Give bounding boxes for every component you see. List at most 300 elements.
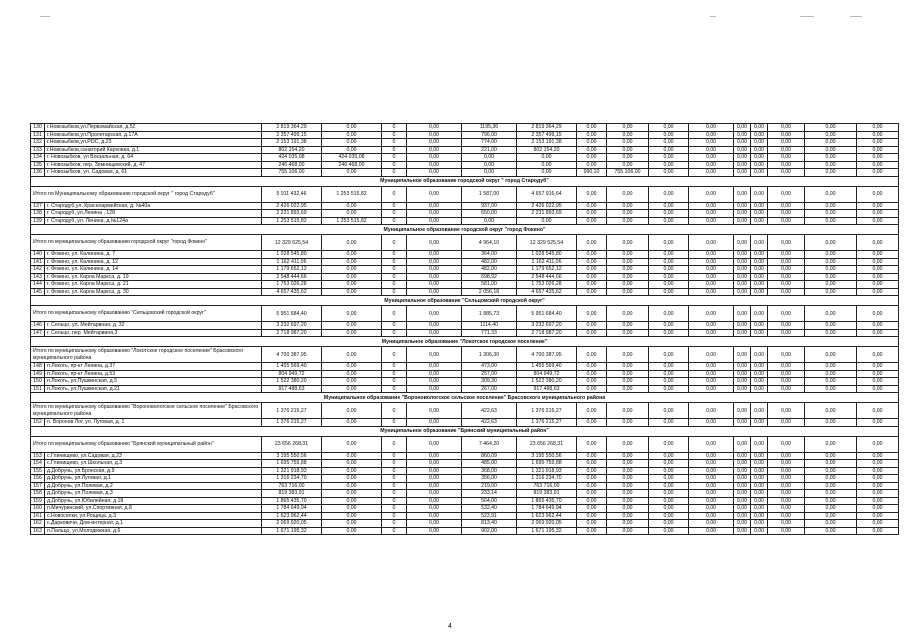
table-row: [31, 363, 899, 371]
value-cell: 0,00: [805, 266, 857, 274]
value-cell: 0,00: [407, 452, 462, 460]
value-cell: 0,00: [407, 378, 462, 386]
value-cell: 482,00: [462, 266, 517, 274]
value-cell: 0,00: [768, 169, 805, 177]
value-cell: 1 376 215,27: [262, 419, 322, 427]
value-cell: 1 587,00: [462, 186, 517, 202]
value-cell: 0,00: [649, 210, 689, 218]
address-cell: с.Глинищево, ул.Садовая, д.23: [45, 452, 262, 460]
value-cell: 0,00: [322, 288, 382, 296]
value-cell: 0,00: [689, 436, 734, 452]
value-cell: 0,00: [751, 210, 768, 218]
value-cell: 0,00: [649, 497, 689, 505]
value-cell: 0,00: [805, 139, 857, 147]
value-cell: 0,00: [805, 251, 857, 259]
value-cell: 0,00: [734, 452, 751, 460]
value-cell: 0: [382, 347, 407, 363]
value-cell: 485,00: [462, 460, 517, 468]
value-cell: 0,00: [805, 452, 857, 460]
value-cell: 1 753 026,28: [517, 281, 577, 289]
value-cell: 0,00: [751, 467, 768, 475]
value-cell: 1195,36: [462, 124, 517, 132]
scan-speck: [710, 16, 716, 17]
value-cell: 1 376 215,27: [262, 403, 322, 419]
value-cell: 0: [382, 124, 407, 132]
value-cell: 0,00: [689, 322, 734, 330]
value-cell: 0,00: [734, 139, 751, 147]
value-cell: 0: [382, 266, 407, 274]
value-cell: 0,00: [751, 497, 768, 505]
value-cell: 0,00: [734, 217, 751, 225]
value-cell: 0,00: [689, 520, 734, 528]
value-cell: 0,00: [577, 385, 607, 393]
value-cell: 0,00: [577, 154, 607, 162]
value-cell: 0,00: [322, 202, 382, 210]
value-cell: 0,00: [577, 482, 607, 490]
value-cell: 3 232 697,20: [517, 322, 577, 330]
value-cell: 0,00: [768, 490, 805, 498]
value-cell: 0,00: [689, 146, 734, 154]
row-number: 131: [31, 131, 45, 139]
value-cell: 0: [382, 436, 407, 452]
value-cell: 0: [382, 467, 407, 475]
value-cell: 1 162 411,06: [262, 258, 322, 266]
value-cell: 0,00: [751, 527, 768, 535]
table-row: [31, 329, 899, 337]
value-cell: 0,00: [857, 505, 899, 513]
value-cell: 1 321 918,93: [262, 467, 322, 475]
value-cell: 0,00: [607, 139, 649, 147]
value-cell: 0,00: [689, 363, 734, 371]
value-cell: 1 316 234,70: [262, 475, 322, 483]
value-cell: 0,00: [805, 482, 857, 490]
value-cell: 0,00: [322, 281, 382, 289]
value-cell: 0,00: [768, 378, 805, 386]
value-cell: 0,00: [751, 131, 768, 139]
address-cell: п.Локоть, ул.Пушкинская, д.5: [45, 378, 262, 386]
value-cell: 0,00: [577, 124, 607, 132]
value-cell: 0,00: [857, 329, 899, 337]
subtotal-label: Итого по муниципальному образованию "Сельцовский городской округ": [31, 306, 262, 322]
address-cell: д.Добрунь, ул.Полевая, д.3: [45, 490, 262, 498]
value-cell: 1 316 234,70: [517, 475, 577, 483]
value-cell: 0: [382, 169, 407, 177]
value-cell: 2 718 987,20: [262, 329, 322, 337]
address-cell: г. Новозыбков, ул. Садовая, д. 61: [45, 169, 262, 177]
value-cell: 0,00: [768, 436, 805, 452]
row-number: 151: [31, 385, 45, 393]
value-cell: 0,00: [689, 154, 734, 162]
value-cell: 0,00: [805, 288, 857, 296]
value-cell: 1 028 545,80: [517, 251, 577, 259]
value-cell: 0,00: [768, 482, 805, 490]
table-row: [31, 378, 899, 386]
value-cell: 1 179 652,12: [517, 266, 577, 274]
value-cell: 2 426 022,95: [262, 202, 322, 210]
row-number: 158: [31, 490, 45, 498]
value-cell: 2 548 444,66: [262, 273, 322, 281]
value-cell: 0,00: [407, 202, 462, 210]
value-cell: 0,00: [805, 322, 857, 330]
value-cell: 0: [382, 146, 407, 154]
table-row: [31, 385, 899, 393]
section-header-row: [31, 225, 899, 235]
row-number: 161: [31, 512, 45, 520]
value-cell: 0,00: [734, 403, 751, 419]
section-title: Муниципальное образование "Сельцовский городской округ": [31, 296, 899, 306]
value-cell: 257,00: [462, 370, 517, 378]
table-row: [31, 475, 899, 483]
table-row: [31, 217, 899, 225]
value-cell: 5 911 432,46: [262, 186, 322, 202]
value-cell: 23 656 268,31: [262, 436, 322, 452]
address-cell: г. Фокино, ул. Калинина, д. 12: [45, 258, 262, 266]
value-cell: 0: [382, 139, 407, 147]
value-cell: 3 232 697,20: [262, 322, 322, 330]
value-cell: 0,00: [751, 124, 768, 132]
value-cell: 1 253 515,82: [322, 217, 382, 225]
value-cell: 0,00: [768, 347, 805, 363]
value-cell: 2 231 893,69: [262, 210, 322, 218]
table-row: [31, 210, 899, 218]
value-cell: 0: [382, 329, 407, 337]
value-cell: 0,00: [577, 467, 607, 475]
value-cell: 0,00: [649, 452, 689, 460]
value-cell: 0: [382, 505, 407, 513]
value-cell: 0,00: [734, 520, 751, 528]
value-cell: 0,00: [734, 210, 751, 218]
value-cell: 0,00: [577, 460, 607, 468]
value-cell: 0,00: [577, 436, 607, 452]
value-cell: 0,00: [649, 217, 689, 225]
value-cell: 0,00: [689, 527, 734, 535]
value-cell: 0,00: [768, 139, 805, 147]
value-cell: 0,00: [751, 139, 768, 147]
address-cell: г. Фокино, ул. Карла Маркса, д. 30: [45, 288, 262, 296]
value-cell: 0,00: [751, 363, 768, 371]
value-cell: 0,00: [857, 490, 899, 498]
value-cell: 0,00: [577, 490, 607, 498]
value-cell: 755 106,00: [607, 169, 649, 177]
value-cell: 4 657 435,62: [262, 288, 322, 296]
value-cell: 0,00: [734, 385, 751, 393]
value-cell: 0,00: [734, 306, 751, 322]
value-cell: 0,00: [649, 146, 689, 154]
table-row: [31, 490, 899, 498]
value-cell: 0,00: [407, 460, 462, 468]
value-cell: 0,00: [607, 527, 649, 535]
value-cell: 0,00: [322, 436, 382, 452]
value-cell: 0,00: [322, 146, 382, 154]
table-row: [31, 452, 899, 460]
value-cell: 0: [382, 281, 407, 289]
value-cell: 0,00: [407, 475, 462, 483]
value-cell: 0,00: [407, 251, 462, 259]
address-cell: п. Воронов Лог, ул. Луговая, д. 1: [45, 419, 262, 427]
value-cell: 0,00: [322, 329, 382, 337]
value-cell: 0,00: [751, 482, 768, 490]
value-cell: 0,00: [322, 403, 382, 419]
value-cell: 0: [382, 520, 407, 528]
row-number: 146: [31, 322, 45, 330]
value-cell: 0,00: [322, 370, 382, 378]
value-cell: 0,00: [857, 520, 899, 528]
row-number: 153: [31, 452, 45, 460]
value-cell: 0,00: [734, 512, 751, 520]
value-cell: 0,00: [689, 460, 734, 468]
value-cell: 0,00: [649, 202, 689, 210]
value-cell: 0,00: [322, 419, 382, 427]
value-cell: 0,00: [734, 235, 751, 251]
value-cell: 4 700 387,95: [262, 347, 322, 363]
value-cell: 0,00: [407, 131, 462, 139]
value-cell: 0,00: [322, 235, 382, 251]
value-cell: 2 426 022,95: [517, 202, 577, 210]
value-cell: 917 488,63: [262, 385, 322, 393]
value-cell: 0,00: [751, 306, 768, 322]
value-cell: 0,00: [689, 288, 734, 296]
value-cell: 0,00: [805, 436, 857, 452]
address-cell: с.Дарковичи, Дом-интернат, д.1: [45, 520, 262, 528]
value-cell: 763 716,00: [262, 482, 322, 490]
value-cell: 221,00: [462, 146, 517, 154]
value-cell: 2 069 920,05: [262, 520, 322, 528]
address-cell: с.Глинищево, ул.Школьная, д.3: [45, 460, 262, 468]
address-cell: г. Фокино, ул. Карла Маркса, д. 21: [45, 281, 262, 289]
row-number: 163: [31, 527, 45, 535]
section-header-row: [31, 176, 899, 186]
value-cell: 0,00: [577, 186, 607, 202]
value-cell: 0,00: [857, 512, 899, 520]
value-cell: 0: [382, 419, 407, 427]
data-table: [30, 123, 899, 535]
value-cell: 0,00: [577, 306, 607, 322]
value-cell: 0: [382, 490, 407, 498]
value-cell: 2 357 499,15: [262, 131, 322, 139]
value-cell: 523,91: [462, 512, 517, 520]
value-cell: 0,00: [768, 217, 805, 225]
value-cell: 0,00: [805, 505, 857, 513]
value-cell: 0,00: [751, 452, 768, 460]
value-cell: 0,00: [462, 169, 517, 177]
value-cell: 0,00: [734, 347, 751, 363]
value-cell: 0,00: [857, 497, 899, 505]
section-header-row: [31, 296, 899, 306]
value-cell: 0,00: [407, 482, 462, 490]
value-cell: 0,00: [805, 419, 857, 427]
value-cell: 0,00: [805, 186, 857, 202]
value-cell: 0,00: [607, 210, 649, 218]
value-cell: 0,00: [805, 210, 857, 218]
value-cell: 0,00: [577, 329, 607, 337]
value-cell: 0,00: [649, 482, 689, 490]
value-cell: 0,00: [517, 154, 577, 162]
address-cell: г. Стародуб,ул. Красноармейская, д. №40а: [45, 202, 262, 210]
value-cell: 0,00: [734, 288, 751, 296]
value-cell: 0: [382, 288, 407, 296]
value-cell: 0,00: [577, 520, 607, 528]
value-cell: 0,00: [805, 202, 857, 210]
value-cell: 0,00: [689, 273, 734, 281]
address-cell: п.Локоть, ул.Пушкинская, д.21: [45, 385, 262, 393]
table-row: [31, 520, 899, 528]
value-cell: 0,00: [689, 235, 734, 251]
value-cell: 422,63: [462, 419, 517, 427]
value-cell: 0,00: [768, 329, 805, 337]
value-cell: 0: [382, 475, 407, 483]
table-row: [31, 419, 899, 427]
subtotal-row: [31, 403, 899, 419]
value-cell: 0,00: [607, 273, 649, 281]
value-cell: 0,00: [649, 306, 689, 322]
value-cell: 0,00: [322, 273, 382, 281]
value-cell: 0,00: [322, 482, 382, 490]
value-cell: 0,00: [649, 378, 689, 386]
value-cell: 4 657 435,62: [517, 288, 577, 296]
value-cell: 0,00: [607, 378, 649, 386]
value-cell: 0,00: [734, 363, 751, 371]
value-cell: 0,00: [857, 527, 899, 535]
value-cell: 0,00: [857, 288, 899, 296]
value-cell: 0,00: [857, 482, 899, 490]
row-number: 135: [31, 161, 45, 169]
subtotal-label: Итого по Муниципальному образованию городской округ " город Стародуб": [31, 186, 262, 202]
row-number: 134: [31, 154, 45, 162]
value-cell: 0,00: [607, 497, 649, 505]
table-row: [31, 370, 899, 378]
value-cell: 0,00: [649, 403, 689, 419]
value-cell: 0,00: [649, 131, 689, 139]
row-number: 154: [31, 460, 45, 468]
value-cell: 0,00: [734, 505, 751, 513]
value-cell: 0,00: [857, 385, 899, 393]
value-cell: 1 865 435,70: [262, 497, 322, 505]
value-cell: 0,00: [857, 347, 899, 363]
value-cell: 0,00: [322, 124, 382, 132]
value-cell: 581,00: [462, 281, 517, 289]
value-cell: 0,00: [857, 131, 899, 139]
value-cell: 0: [382, 258, 407, 266]
row-number: 152: [31, 419, 45, 427]
value-cell: 2 056,18: [462, 288, 517, 296]
value-cell: 0,00: [607, 131, 649, 139]
value-cell: 246 468,00: [322, 161, 382, 169]
value-cell: 0,00: [607, 258, 649, 266]
row-number: 145: [31, 288, 45, 296]
value-cell: 473,00: [462, 363, 517, 371]
value-cell: 0,00: [857, 475, 899, 483]
row-number: 159: [31, 497, 45, 505]
value-cell: 0,00: [322, 131, 382, 139]
address-cell: г. Стародуб, ул. Ленина, д.№124а: [45, 217, 262, 225]
value-cell: 0,00: [407, 210, 462, 218]
address-cell: г.Новозыбков,ул.РОС, д.23: [45, 139, 262, 147]
value-cell: 0,00: [734, 467, 751, 475]
value-cell: 0,00: [689, 512, 734, 520]
value-cell: 0,00: [649, 186, 689, 202]
subtotal-label: Итого по муниципальному образованию "Вороновологское сельское поселение" Брасовского муниципального района: [31, 403, 262, 419]
value-cell: 0,00: [577, 210, 607, 218]
table-row: [31, 281, 899, 289]
value-cell: 0,00: [768, 467, 805, 475]
value-cell: 0,00: [768, 273, 805, 281]
value-cell: 0,00: [649, 273, 689, 281]
value-cell: 0,00: [734, 258, 751, 266]
value-cell: 0,00: [649, 329, 689, 337]
value-cell: 12 329 525,54: [517, 235, 577, 251]
value-cell: 0,00: [607, 281, 649, 289]
value-cell: 0,00: [649, 347, 689, 363]
value-cell: 0,00: [857, 235, 899, 251]
value-cell: 1 623 962,44: [262, 512, 322, 520]
section-title: Муниципальное образование "Брянский муниципальный район": [31, 426, 899, 436]
table-row: [31, 288, 899, 296]
value-cell: 0,00: [649, 281, 689, 289]
table-row: [31, 146, 899, 154]
value-cell: 0,00: [689, 482, 734, 490]
value-cell: 860,09: [462, 452, 517, 460]
value-cell: 0,00: [407, 527, 462, 535]
address-cell: д.Добрунь, ул.Юбилейная, д.18: [45, 497, 262, 505]
value-cell: 0,00: [607, 520, 649, 528]
value-cell: 0,00: [857, 403, 899, 419]
section-header-row: [31, 337, 899, 347]
value-cell: 0,00: [577, 217, 607, 225]
value-cell: 0,00: [734, 266, 751, 274]
value-cell: 0,00: [577, 266, 607, 274]
row-number: 137: [31, 202, 45, 210]
value-cell: 0: [382, 370, 407, 378]
section-title: Муниципальное образование "Вороновологское сельское поселение" Брасовского муниципального района: [31, 393, 899, 403]
value-cell: 0,00: [322, 139, 382, 147]
value-cell: 0,00: [649, 527, 689, 535]
value-cell: 1 376 215,27: [517, 419, 577, 427]
value-cell: 0,00: [768, 146, 805, 154]
value-cell: 1 306,30: [462, 347, 517, 363]
value-cell: 309,30: [462, 378, 517, 386]
value-cell: 0,00: [649, 288, 689, 296]
value-cell: 0,00: [607, 363, 649, 371]
value-cell: 0,00: [768, 370, 805, 378]
row-number: 143: [31, 273, 45, 281]
value-cell: 424 035,08: [262, 154, 322, 162]
value-cell: 0,00: [857, 124, 899, 132]
value-cell: 2 819 364,29: [517, 124, 577, 132]
value-cell: 0,00: [768, 497, 805, 505]
value-cell: 0,00: [607, 186, 649, 202]
value-cell: 2 718 987,20: [517, 329, 577, 337]
value-cell: 0,00: [689, 124, 734, 132]
value-cell: 0,00: [857, 186, 899, 202]
value-cell: 0,00: [734, 436, 751, 452]
value-cell: 0,00: [751, 202, 768, 210]
value-cell: 0,00: [689, 329, 734, 337]
value-cell: 0,00: [407, 403, 462, 419]
table-row: [31, 322, 899, 330]
value-cell: 1 885,73: [462, 306, 517, 322]
value-cell: 2 153 191,38: [517, 139, 577, 147]
value-cell: 0,00: [689, 452, 734, 460]
value-cell: 0,00: [322, 378, 382, 386]
value-cell: 0,00: [577, 281, 607, 289]
value-cell: 0,00: [577, 139, 607, 147]
value-cell: 0,00: [577, 288, 607, 296]
value-cell: 0,00: [805, 370, 857, 378]
value-cell: 1 671 195,32: [517, 527, 577, 535]
value-cell: 0,00: [407, 186, 462, 202]
row-number: 147: [31, 329, 45, 337]
value-cell: 1 784 649,94: [262, 505, 322, 513]
